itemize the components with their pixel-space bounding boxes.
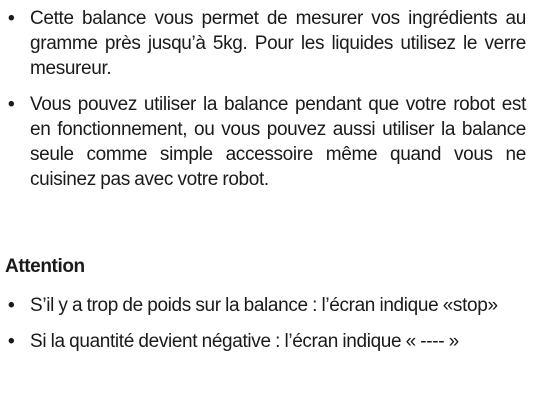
list-item bbox=[0, 293, 536, 318]
list-item bbox=[0, 6, 536, 81]
bullet-marker: • bbox=[8, 8, 15, 29]
list-item bbox=[0, 329, 536, 354]
list-item-text: S’il y a trop de poids sur la balance : l’écran indique «stop» bbox=[30, 295, 498, 316]
warning-bullet-list bbox=[0, 293, 536, 354]
bullet-marker: • bbox=[8, 331, 15, 352]
list-item-text: Vous pouvez utiliser la balance pendant que votre robot est en fonctionnement, ou vous pouvez aussi utiliser la balance seule comme simple accessoire même quand vous ne cuisinez pas avec votre robot. bbox=[30, 94, 526, 190]
list-item-text: Cette balance vous permet de mesurer vos ingrédients au gramme près jusqu’à 5kg. Pour les liquides utilisez le verre mesureur. bbox=[30, 8, 526, 79]
bullet-marker: • bbox=[8, 295, 15, 316]
list-item-text: Si la quantité devient négative : l’écran indique « ---- » bbox=[30, 331, 459, 352]
bullet-marker: • bbox=[8, 94, 15, 115]
info-bullet-list bbox=[0, 6, 536, 192]
attention-heading: Attention bbox=[5, 256, 85, 277]
list-item bbox=[0, 92, 536, 192]
